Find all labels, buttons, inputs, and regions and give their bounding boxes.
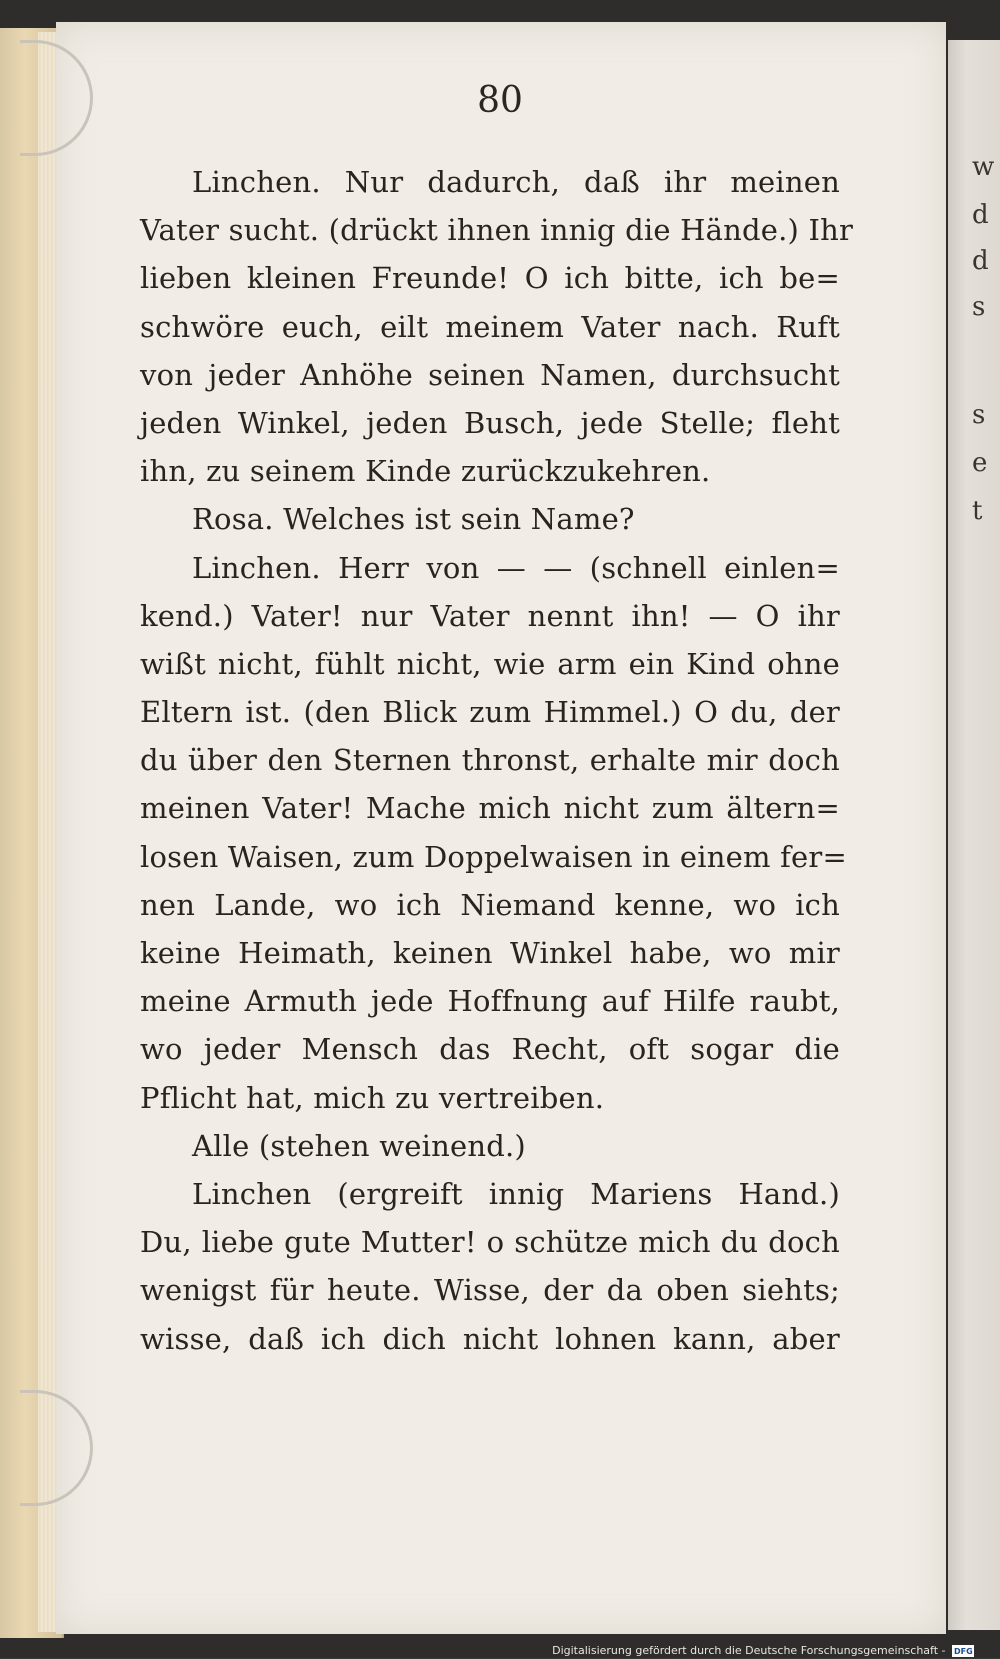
text-line: Linchen (ergreift innig Mariens Hand.) (192, 1176, 840, 1211)
text-line: Rosa. Welches ist sein Name? (192, 502, 635, 537)
credit-text: Digitalisierung gefördert durch die Deutsche Forschungsgemeinschaft - (552, 1644, 946, 1657)
text-line: von jeder Anhöhe seinen Namen, durchsucht (140, 357, 840, 392)
text-line: wisse, daß ich dich nicht lohnen kann, aber (140, 1321, 840, 1356)
text-line: keine Heimath, keinen Winkel habe, wo mir (140, 936, 840, 970)
text-line: schwöre euch, eilt meinem Vater nach. Ruft (140, 309, 840, 344)
text-line: meinen Vater! Mache mich nicht zum ältern= (140, 791, 840, 826)
facing-page-fragment: w (972, 152, 995, 182)
text-line: Vater sucht. (drückt ihnen innig die Hände.) Ihr (140, 213, 854, 248)
text-line: meine Armuth jede Hoffnung auf Hilfe raubt, (140, 984, 840, 1019)
facing-page-fragment: s (972, 292, 986, 322)
facing-page-fragment: e (972, 448, 988, 478)
text-line: du über den Sternen thronst, erhalte mir doch (140, 743, 840, 778)
facing-page-fragment: d (972, 246, 989, 276)
text-line: jeden Winkel, jeden Busch, jede Stelle; fleht (140, 405, 840, 440)
text-line: ihn, zu seinem Kinde zurückzukehren. (140, 454, 711, 489)
text-line: Du, liebe gute Mutter! o schütze mich du doch (140, 1225, 840, 1260)
text-line: Alle (stehen weinend.) (192, 1128, 526, 1163)
text-line: losen Waisen, zum Doppelwaisen in einem fer= (140, 839, 847, 874)
facing-page-fragment: s (972, 400, 986, 430)
text-line: kend.) Vater! nur Vater nennt ihn! — O ihr (140, 598, 840, 633)
facing-page-fragment: d (972, 200, 989, 230)
dfg-logo (952, 1645, 974, 1657)
text-line: Eltern ist. (den Blick zum Himmel.) O du, der (140, 695, 840, 730)
page-text (140, 158, 854, 1363)
digitization-credit (552, 1643, 974, 1658)
text-line: wenigst für heute. Wisse, der da oben siehts; (140, 1273, 840, 1308)
page-number: 80 (477, 80, 523, 121)
text-line: lieben kleinen Freunde! O ich bitte, ich be= (140, 261, 840, 296)
facing-page-fragment: t (972, 496, 983, 526)
text-line: wo jeder Mensch das Recht, oft sogar die (140, 1032, 840, 1067)
text-line: Linchen. Herr von — — (schnell einlen= (192, 550, 840, 585)
text-line: wißt nicht, fühlt nicht, wie arm ein Kind ohne (140, 646, 840, 681)
facing-page (948, 40, 1000, 1630)
text-line: Pflicht hat, mich zu vertreiben. (140, 1080, 605, 1115)
text-line: Linchen. Nur dadurch, daß ihr meinen (192, 165, 840, 199)
text-line: nen Lande, wo ich Niemand kenne, wo ich (140, 887, 840, 922)
dfg-logo-text: DFG (954, 1647, 973, 1656)
